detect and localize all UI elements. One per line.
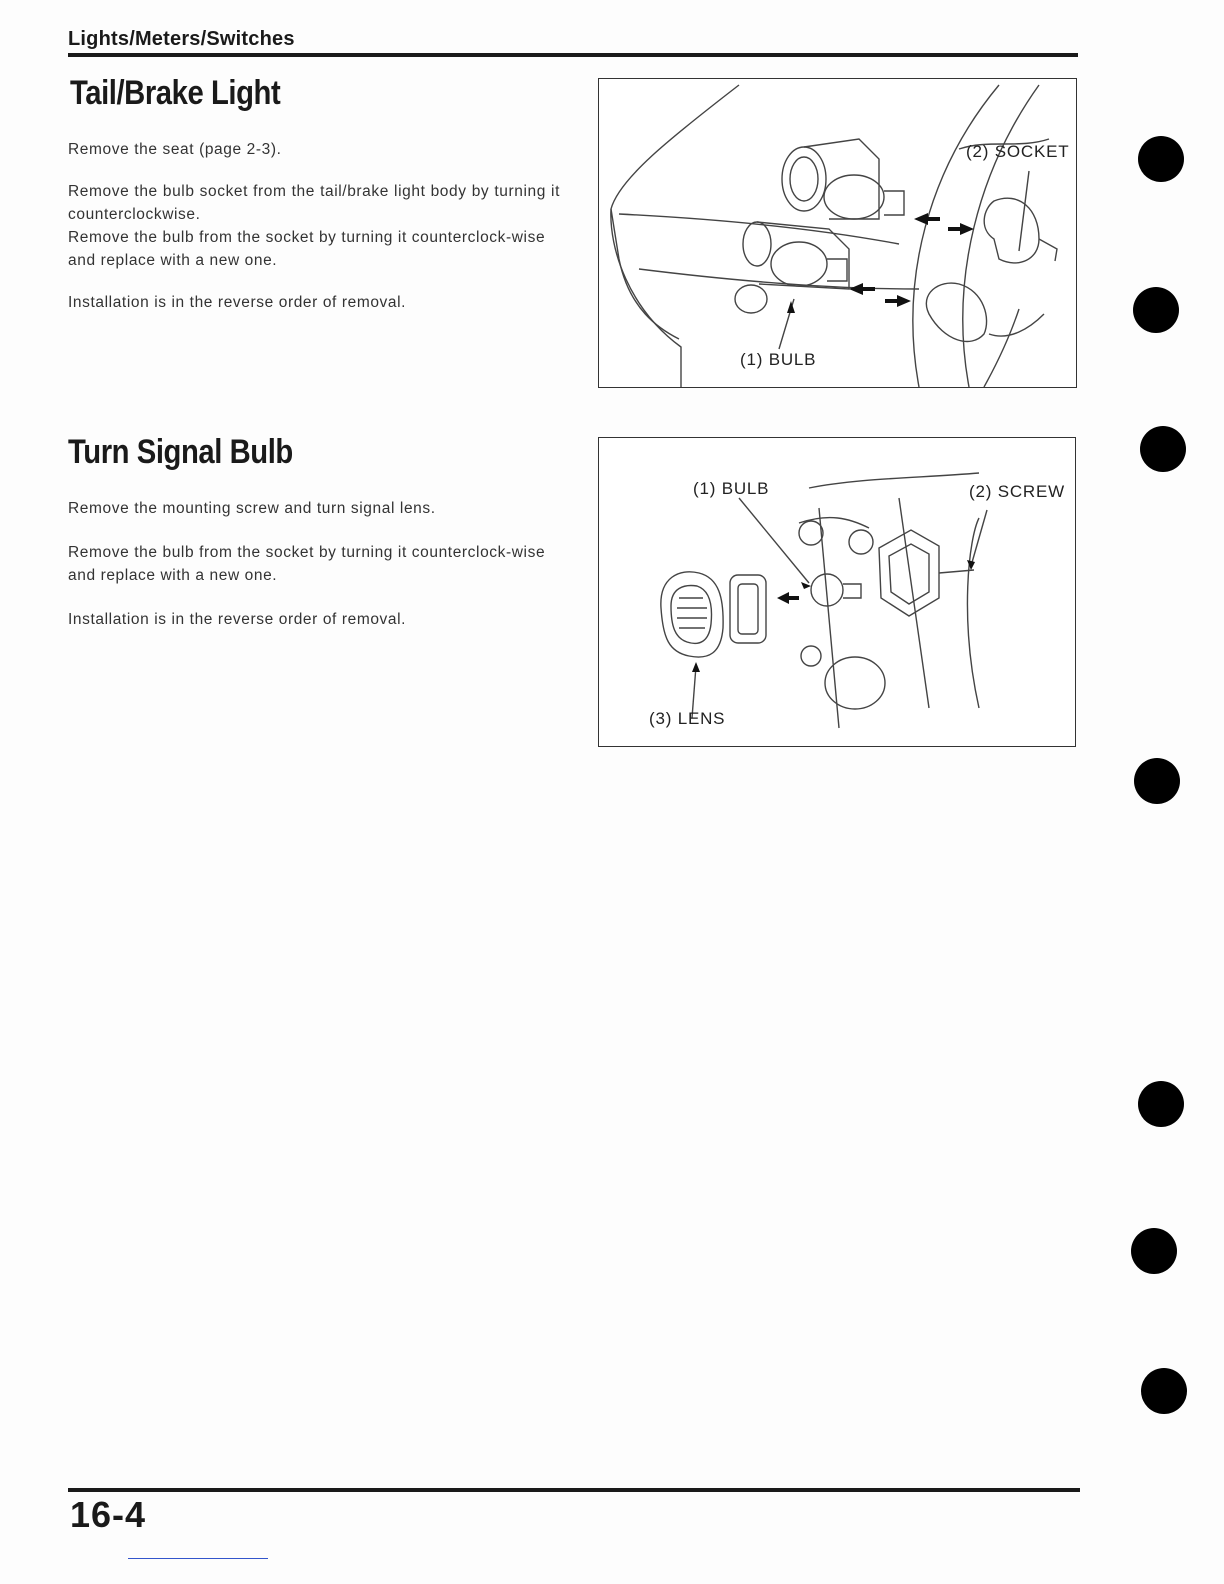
header-rule <box>68 53 1078 57</box>
binder-hole <box>1141 1368 1187 1414</box>
figure-label-screw: (2) SCREW <box>969 482 1065 501</box>
binder-hole <box>1138 136 1184 182</box>
figure-label-bulb: (1) BULB <box>740 350 817 369</box>
figure-label-socket: (2) SOCKET <box>966 142 1070 161</box>
figure-label-bulb: (1) BULB <box>693 479 770 498</box>
tail-light-illustration <box>599 79 1076 387</box>
footer-link-underline <box>128 1558 268 1559</box>
figure-label-lens: (3) LENS <box>649 709 726 728</box>
paragraph: Installation is in the reverse order of removal. <box>68 611 407 628</box>
page-number: 16-4 <box>70 1494 147 1535</box>
section-body-tail-brake-light <box>68 138 560 314</box>
running-header: Lights/Meters/Switches <box>68 28 295 50</box>
binder-hole <box>1134 758 1180 804</box>
binder-hole <box>1131 1228 1177 1274</box>
paragraph: Installation is in the reverse order of removal. <box>68 294 407 311</box>
section-body-turn-signal-bulb <box>68 497 560 631</box>
figure-tail-brake-light <box>598 78 1077 388</box>
footer-rule <box>68 1488 1080 1492</box>
paragraph: Remove the seat (page 2-3). <box>68 141 282 158</box>
section-title-tail-brake-light: Tail/Brake Light <box>70 74 281 112</box>
paragraph: Remove the bulb from the socket by turning it counterclock-wise and replace with a new one. <box>68 544 546 584</box>
binder-hole <box>1140 426 1186 472</box>
binder-hole <box>1133 287 1179 333</box>
paragraph: Remove the mounting screw and turn signal lens. <box>68 500 436 517</box>
section-title-turn-signal-bulb: Turn Signal Bulb <box>68 433 293 471</box>
paragraph: Remove the bulb from the socket by turning it counterclock-wise and replace with a new one. <box>68 229 546 269</box>
paragraph: Remove the bulb socket from the tail/brake light body by turning it counterclockwise. <box>68 183 560 223</box>
figure-turn-signal <box>598 437 1076 747</box>
binder-hole <box>1138 1081 1184 1127</box>
